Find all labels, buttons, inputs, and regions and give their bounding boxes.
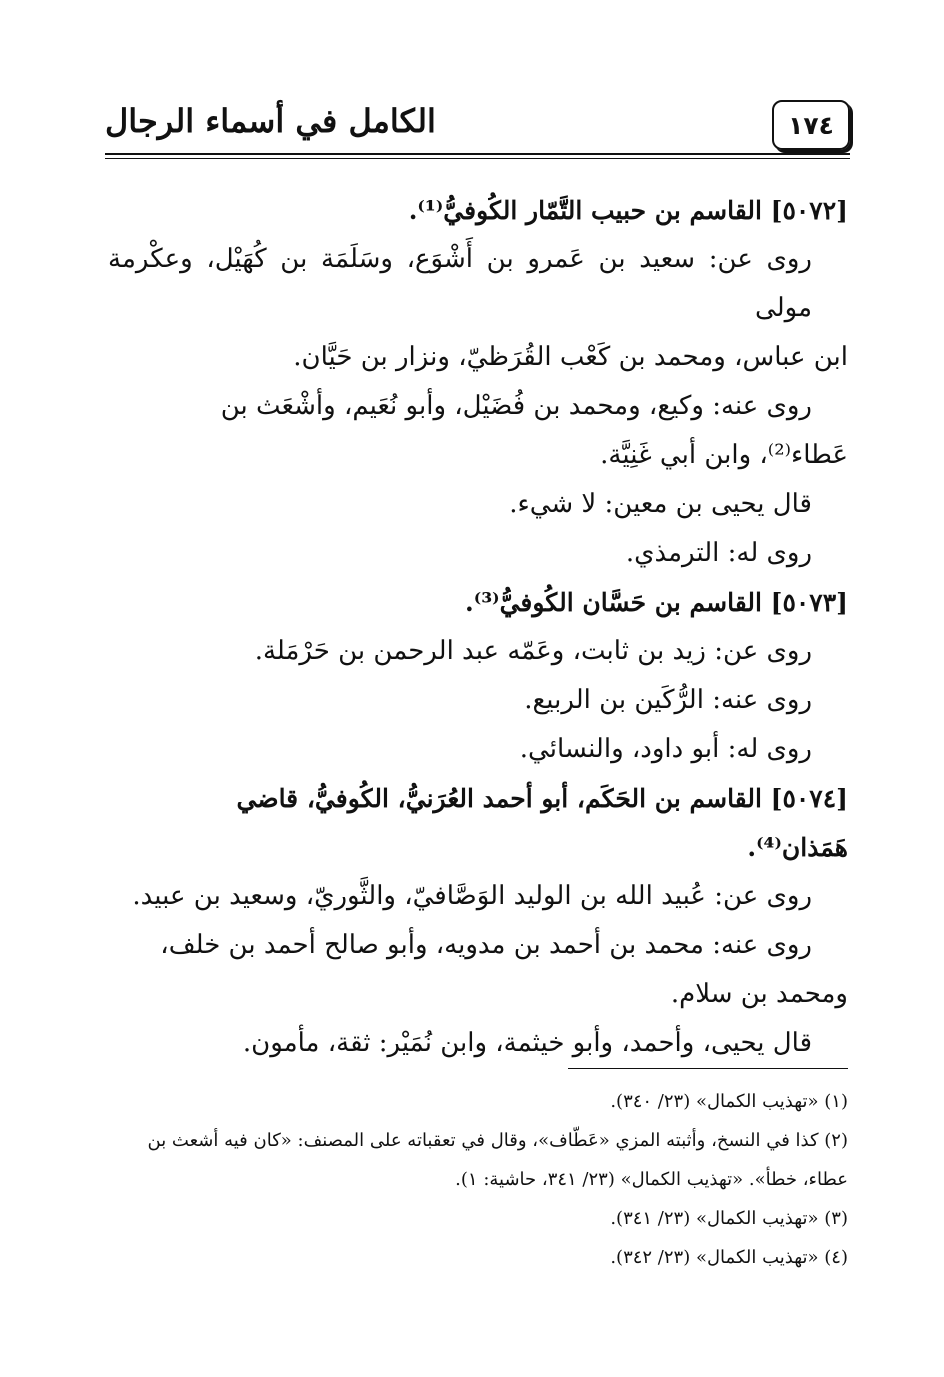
text-line: روى عنه: وكيع، ومحمد بن فُضَيْل، وأبو نُعَيم، وأشْعَث بن (220, 391, 812, 421)
running-title: الكامل في أسماء الرجال (105, 102, 436, 140)
text-line: روى عنه: محمد بن أحمد بن مدويه، وأبو صالح أحمد بن خلف، (160, 930, 812, 960)
footnote: (١) «تهذيب الكمال» (٢٣/ ٣٤٠). (610, 1091, 848, 1112)
header-rule-thin (105, 158, 850, 159)
page-number: ١٧٤ (772, 100, 850, 150)
entry-heading-continued: هَمَذان⁽⁴⁾. (747, 833, 848, 862)
footnote-separator (568, 1068, 848, 1069)
main-text (108, 186, 848, 1068)
header-rule (105, 153, 850, 155)
footnote: (٢) كذا في النسخ، وأثبته المزي «عَطّاف»، وقال في تعقباته على المصنف: «كان فيه أشعث بن (147, 1130, 848, 1151)
entry-heading: [٥٠٧٣] القاسم بن حَسَّان الكُوفيُّ⁽³⁾. (465, 588, 848, 617)
page-header (105, 100, 850, 160)
footnote: (٤) «تهذيب الكمال» (٢٣/ ٣٤٢). (610, 1247, 848, 1268)
text-line: روى له: أبو داود، والنسائي. (519, 734, 812, 764)
text-line: روى عن: زيد بن ثابت، وعَمّه عبد الرحمن بن حَرْمَلة. (254, 636, 812, 666)
text-line: روى عن: عُبيد الله بن الوليد الوَصَّافيّ، والثَّوريّ، وسعيد بن عبيد. (132, 881, 812, 911)
text-line: روى عنه: الرُّكَين بن الربيع. (524, 685, 812, 715)
footnote: (٣) «تهذيب الكمال» (٢٣/ ٣٤١). (610, 1208, 848, 1229)
text-line: روى له: الترمذي. (625, 538, 812, 568)
text-line: قال يحيى بن معين: لا شيء. (509, 489, 812, 519)
entry-heading: [٥٠٧٢] القاسم بن حبيب التَّمّار الكُوفيُّ⁽¹⁾. (408, 196, 848, 225)
text-line: ابن عباس، ومحمد بن كَعْب القُرَظيّ، ونزار بن حَيَّان. (293, 342, 848, 372)
text-line: ومحمد بن سلام. (670, 979, 848, 1009)
footnotes (108, 1082, 848, 1277)
text-line: عَطاء⁽²⁾، وابن أبي غَنِيَّة. (600, 440, 848, 470)
footnote-continued: عطاء، خطأ». «تهذيب الكمال» (٢٣/ ٣٤١، حاشية: ١). (455, 1169, 848, 1190)
entry-heading: [٥٠٧٤] القاسم بن الحَكَم، أبو أحمد العُرَنيُّ، الكُوفيُّ، قاضي (236, 784, 848, 813)
text-line: قال يحيى، وأحمد، وأبو خيثمة، وابن نُمَيْر: ثقة، مأمون. (242, 1028, 812, 1058)
text-line: روى عن: سعيد بن عَمرو بن أَشْوَع، وسَلَمَة بن كُهَيْل، وعكْرمة مولى (108, 244, 812, 323)
